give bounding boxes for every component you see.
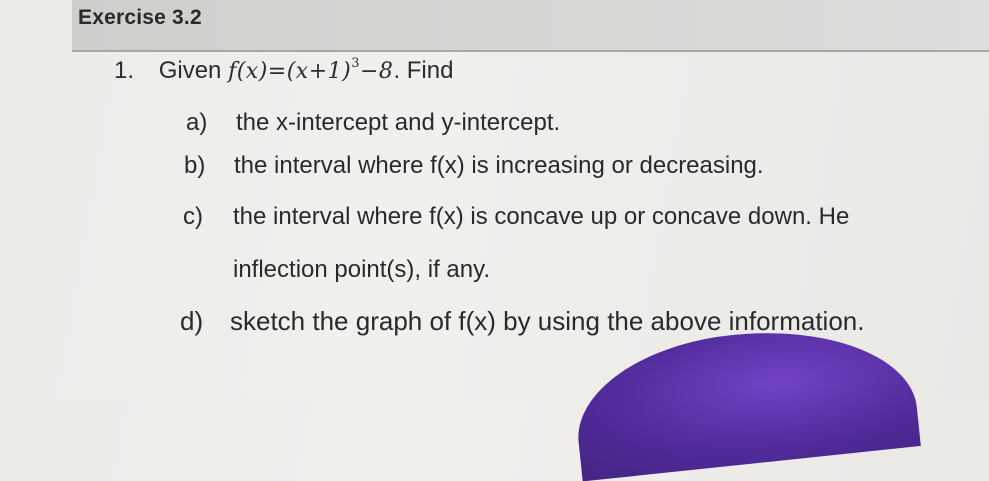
- formula-tail: −8: [360, 59, 394, 84]
- question-intro: Given: [158, 57, 222, 84]
- exercise-title: Exercise 3.2: [78, 6, 202, 29]
- formula-exponent: 3: [351, 56, 360, 71]
- part-text: inflection point(s), if any.: [233, 256, 491, 283]
- part-c-continuation: [233, 256, 490, 284]
- header-band: [72, 0, 989, 52]
- question-1: [114, 56, 453, 85]
- question-outro: . Find: [393, 57, 454, 84]
- part-c: [183, 203, 849, 231]
- formula-base: f(x)=(x+1): [228, 59, 352, 84]
- part-label: d): [180, 306, 204, 336]
- function-formula: [228, 56, 394, 84]
- part-text: the interval where f(x) is concave up or concave down. He: [233, 203, 850, 230]
- part-label: c): [183, 203, 203, 230]
- question-number: 1.: [114, 57, 135, 84]
- part-a: [186, 109, 560, 137]
- part-text: the interval where f(x) is increasing or decreasing.: [234, 152, 764, 179]
- part-text: sketch the graph of f(x) by using the above information.: [230, 306, 865, 336]
- part-label: a): [186, 109, 208, 136]
- part-text: the x-intercept and y-intercept.: [236, 109, 561, 136]
- part-label: b): [184, 152, 206, 179]
- part-b: [184, 152, 764, 180]
